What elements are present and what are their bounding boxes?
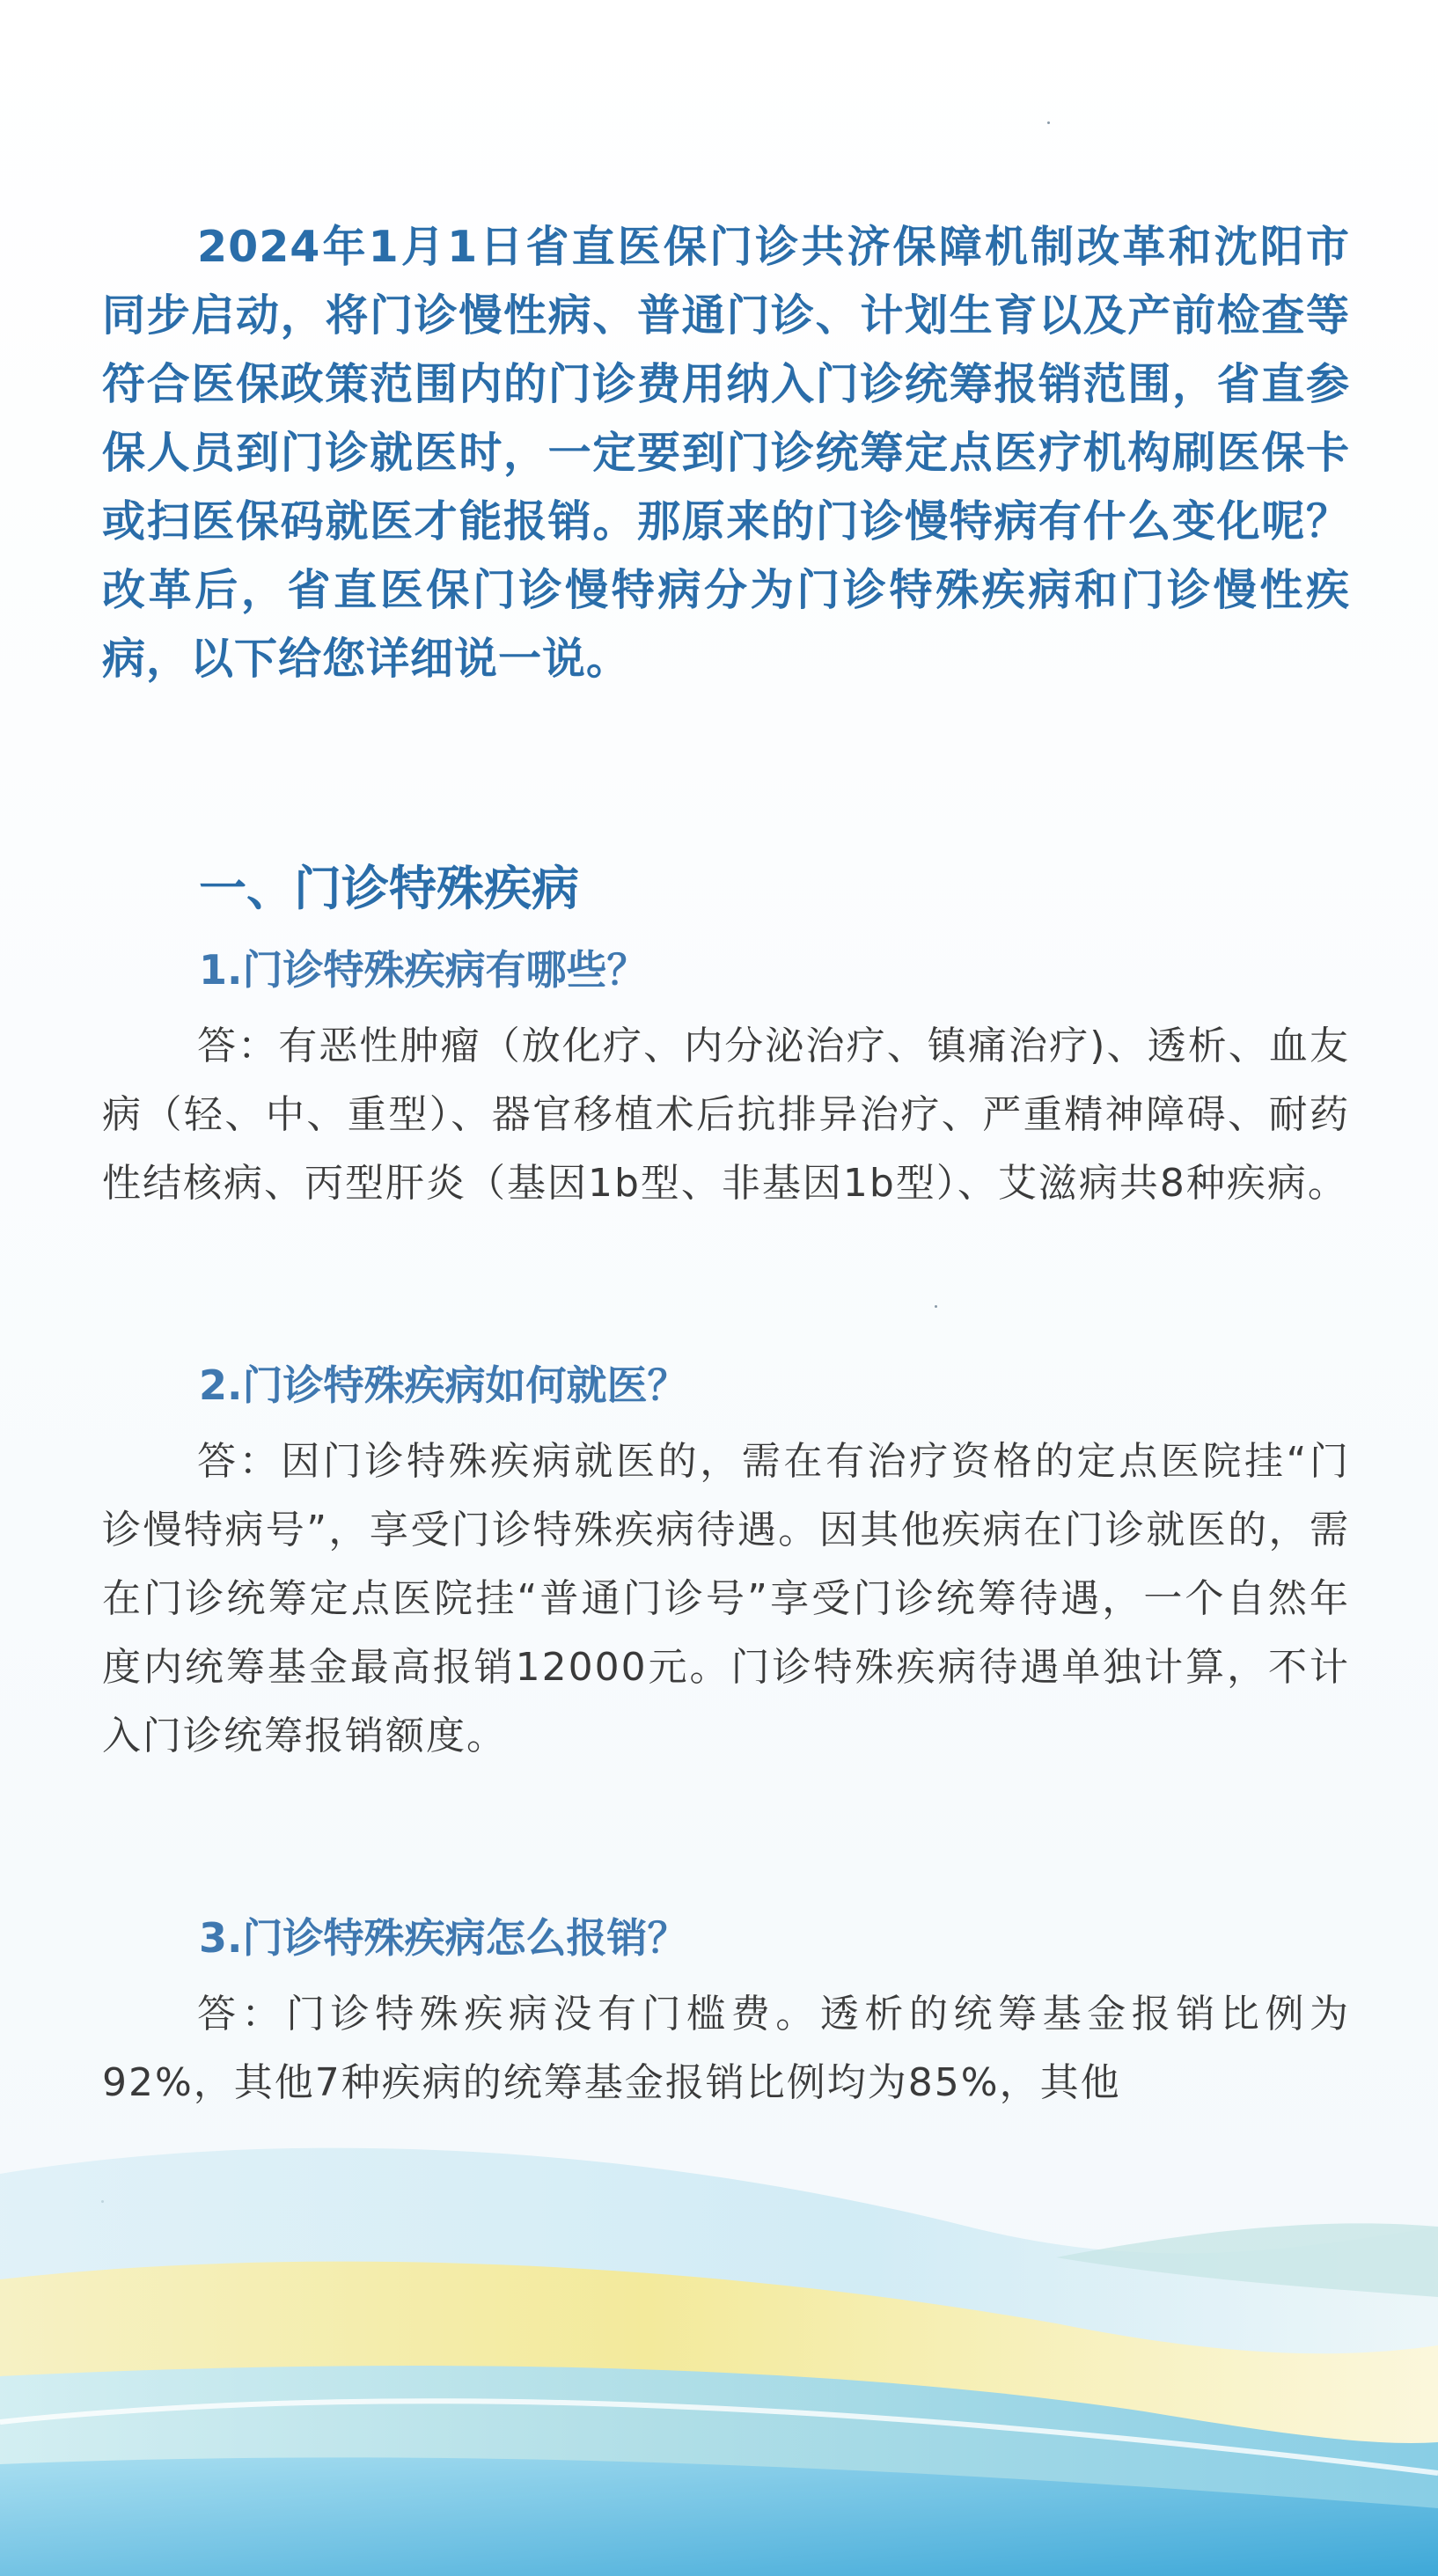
section-title: 一、门诊特殊疾病: [199, 861, 579, 916]
answer-paragraph: 答：门诊特殊疾病没有门槛费。透析的统筹基金报销比例为92%，其他7种疾病的统筹基金报销比例均为85%，其他: [102, 1992, 1350, 2105]
print-speck: [1047, 121, 1050, 124]
question-heading: 3.门诊特殊疾病怎么报销？: [199, 1914, 688, 1962]
decorative-waves: [0, 2095, 1438, 2576]
answer-paragraph: 答：有恶性肿瘤（放化疗、内分泌治疗、镇痛治疗)、透析、血友病（轻、中、重型）、器官移植术后抗排异治疗、严重精神障碍、耐药性结核病、丙型肝炎（基因1b型、非基因1b型）、艾滋病共8种疾病。: [102, 1024, 1350, 1206]
question-heading: 1.门诊特殊疾病有哪些？: [199, 946, 648, 994]
print-speck: [935, 1305, 937, 1308]
question-heading: 2.门诊特殊疾病如何就医？: [199, 1361, 688, 1409]
intro-paragraph: 2024年1月1日省直医保门诊共济保障机制改革和沈阳市同步启动，将门诊慢性病、普通门诊、计划生育以及产前检查等符合医保政策范围内的门诊费用纳入门诊统筹报销范围，省直参保人员到门诊就医时，一定要到门诊统筹定点医疗机构刷医保卡或扫医保码就医才能报销。那原来的门诊慢特病有什么变化呢？改革后，省直医保门诊慢特病分为门诊特殊疾病和门诊慢性疾病，以下给您详细说一说。: [102, 222, 1350, 684]
answer-paragraph: 答：因门诊特殊疾病就医的，需在有治疗资格的定点医院挂“门诊慢特病号”，享受门诊特殊疾病待遇。因其他疾病在门诊就医的，需在门诊统筹定点医院挂“普通门诊号”享受门诊统筹待遇，一个自然年度内统筹基金最高报销12000元。门诊特殊疾病待遇单独计算，不计入门诊统筹报销额度。: [102, 1439, 1350, 1758]
